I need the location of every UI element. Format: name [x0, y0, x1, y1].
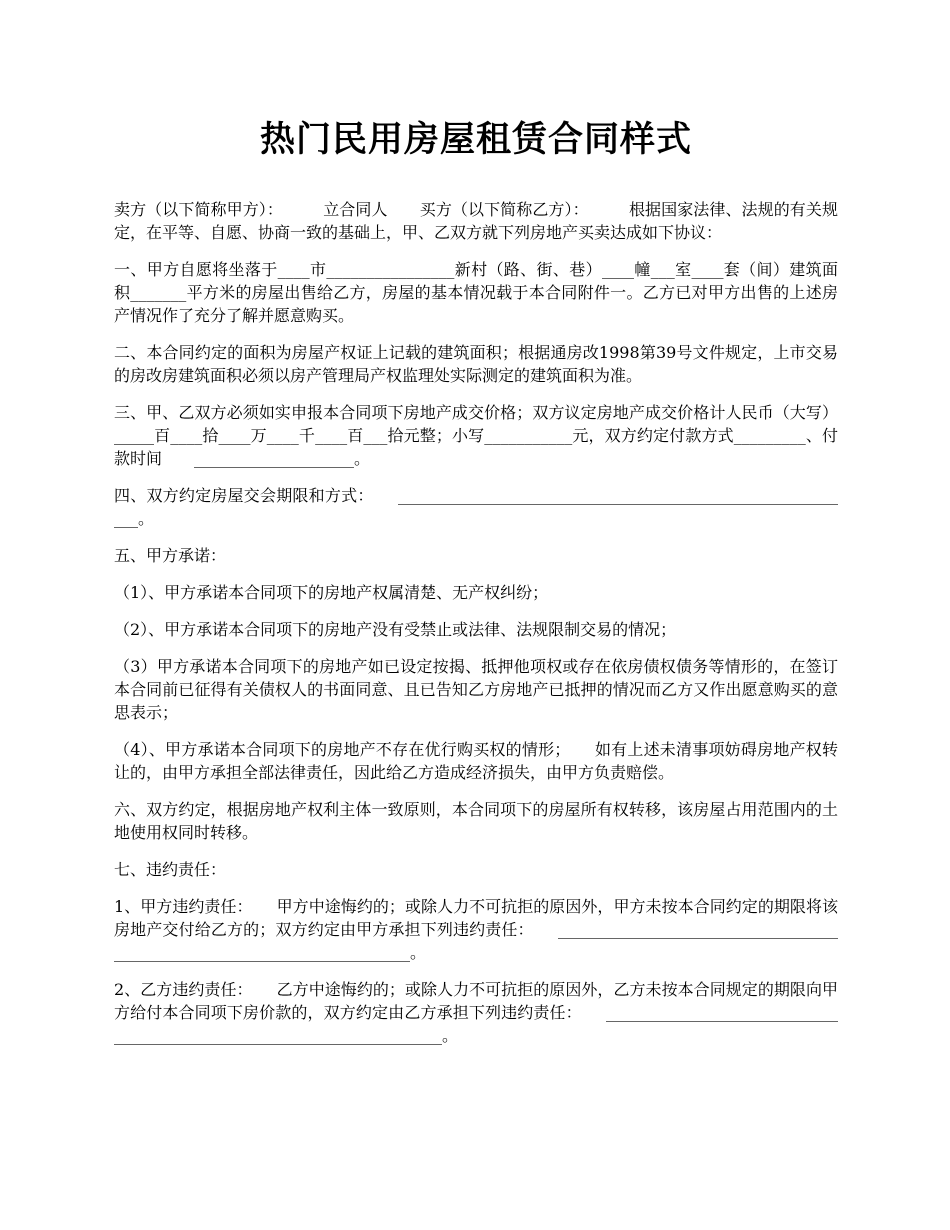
clause-5-item-4: （4）、甲方承诺本合同项下的房地产不存在优行购买权的情形； 如有上述未清事项妨碍房地产权转让的，由甲方承担全部法律责任，因此给乙方造成经济损失，由甲方负责赔偿。 [114, 740, 838, 782]
clause-5-item-3: （3）甲方承诺本合同项下的房地产如已设定按揭、抵押他项权或存在依房债权债务等情形的，在签订本合同前已征得有关债权人的书面同意、且已告知乙方房地产已抵押的情况而乙方又作出愿意购买的意思表示； [114, 657, 838, 722]
clause-7-item-2: 2、乙方违约责任： 乙方中途悔约的；或除人力不可抗拒的原因外，乙方未按本合同规定的期限向甲方给付本合同项下房价款的，双方约定由乙方承担下列违约责任： ______________________________________________________________________。 [114, 980, 838, 1045]
clause-5-item-1: （1）、甲方承诺本合同项下的房地产权属清楚、无产权纠纷； [114, 583, 549, 602]
clause-5-heading: 五、甲方承诺： [114, 546, 227, 565]
clause-7-heading: 七、违约责任： [114, 860, 227, 879]
clause-5-item-2: （2）、甲方承诺本合同项下的房地产没有受禁止或法律、法规限制交易的情况； [114, 620, 677, 639]
clause-1-paragraph: 一、甲方自愿将坐落于____市________________新村（路、街、巷）____幢___室____套（间）建筑面积_______平方米的房屋出售给乙方，房屋的基本情况载于本合同附件一。乙方已对甲方出售的上述房产情况作了充分了解并愿意购买。 [114, 260, 838, 325]
clause-4-paragraph: 四、双方约定房屋交会期限和方式： __________________________________________________________。 [114, 486, 838, 528]
clause-3-paragraph: 三、甲、乙双方必须如实申报本合同项下房地产成交价格；双方议定房地产成交价格计人民币（大写）_____百____拾____万____千____百___拾元整；小写___________元，双方约定付款方式_________、付款时间 ____________________。 [114, 403, 838, 468]
clause-6-paragraph: 六、双方约定，根据房地产权利主体一致原则，本合同项下的房屋所有权转移，该房屋占用范围内的土地使用权同时转移。 [114, 800, 838, 842]
clause-2-paragraph: 二、本合同约定的面积为房屋产权证上记载的建筑面积；根据通房改1998第39号文件规定，上市交易的房改房建筑面积必须以房产管理局产权监理处实际测定的建筑面积为准。 [114, 343, 838, 385]
document-title: 热门民用房屋租赁合同样式 [259, 120, 692, 160]
preamble-paragraph: 卖方（以下简称甲方）： 立合同人 买方（以下简称乙方）： 根据国家法律、法规的有关规定，在平等、自愿、协商一致的基础上，甲、乙双方就下列房地产买卖达成如下协议： [114, 200, 838, 242]
clause-7-item-1: 1、甲方违约责任： 甲方中途悔约的；或除人力不可抗拒的原因外，甲方未按本合同约定的期限将该房地产交付给乙方的；双方约定由甲方承担下列违约责任： ________________________________________________________________________。 [114, 897, 838, 962]
